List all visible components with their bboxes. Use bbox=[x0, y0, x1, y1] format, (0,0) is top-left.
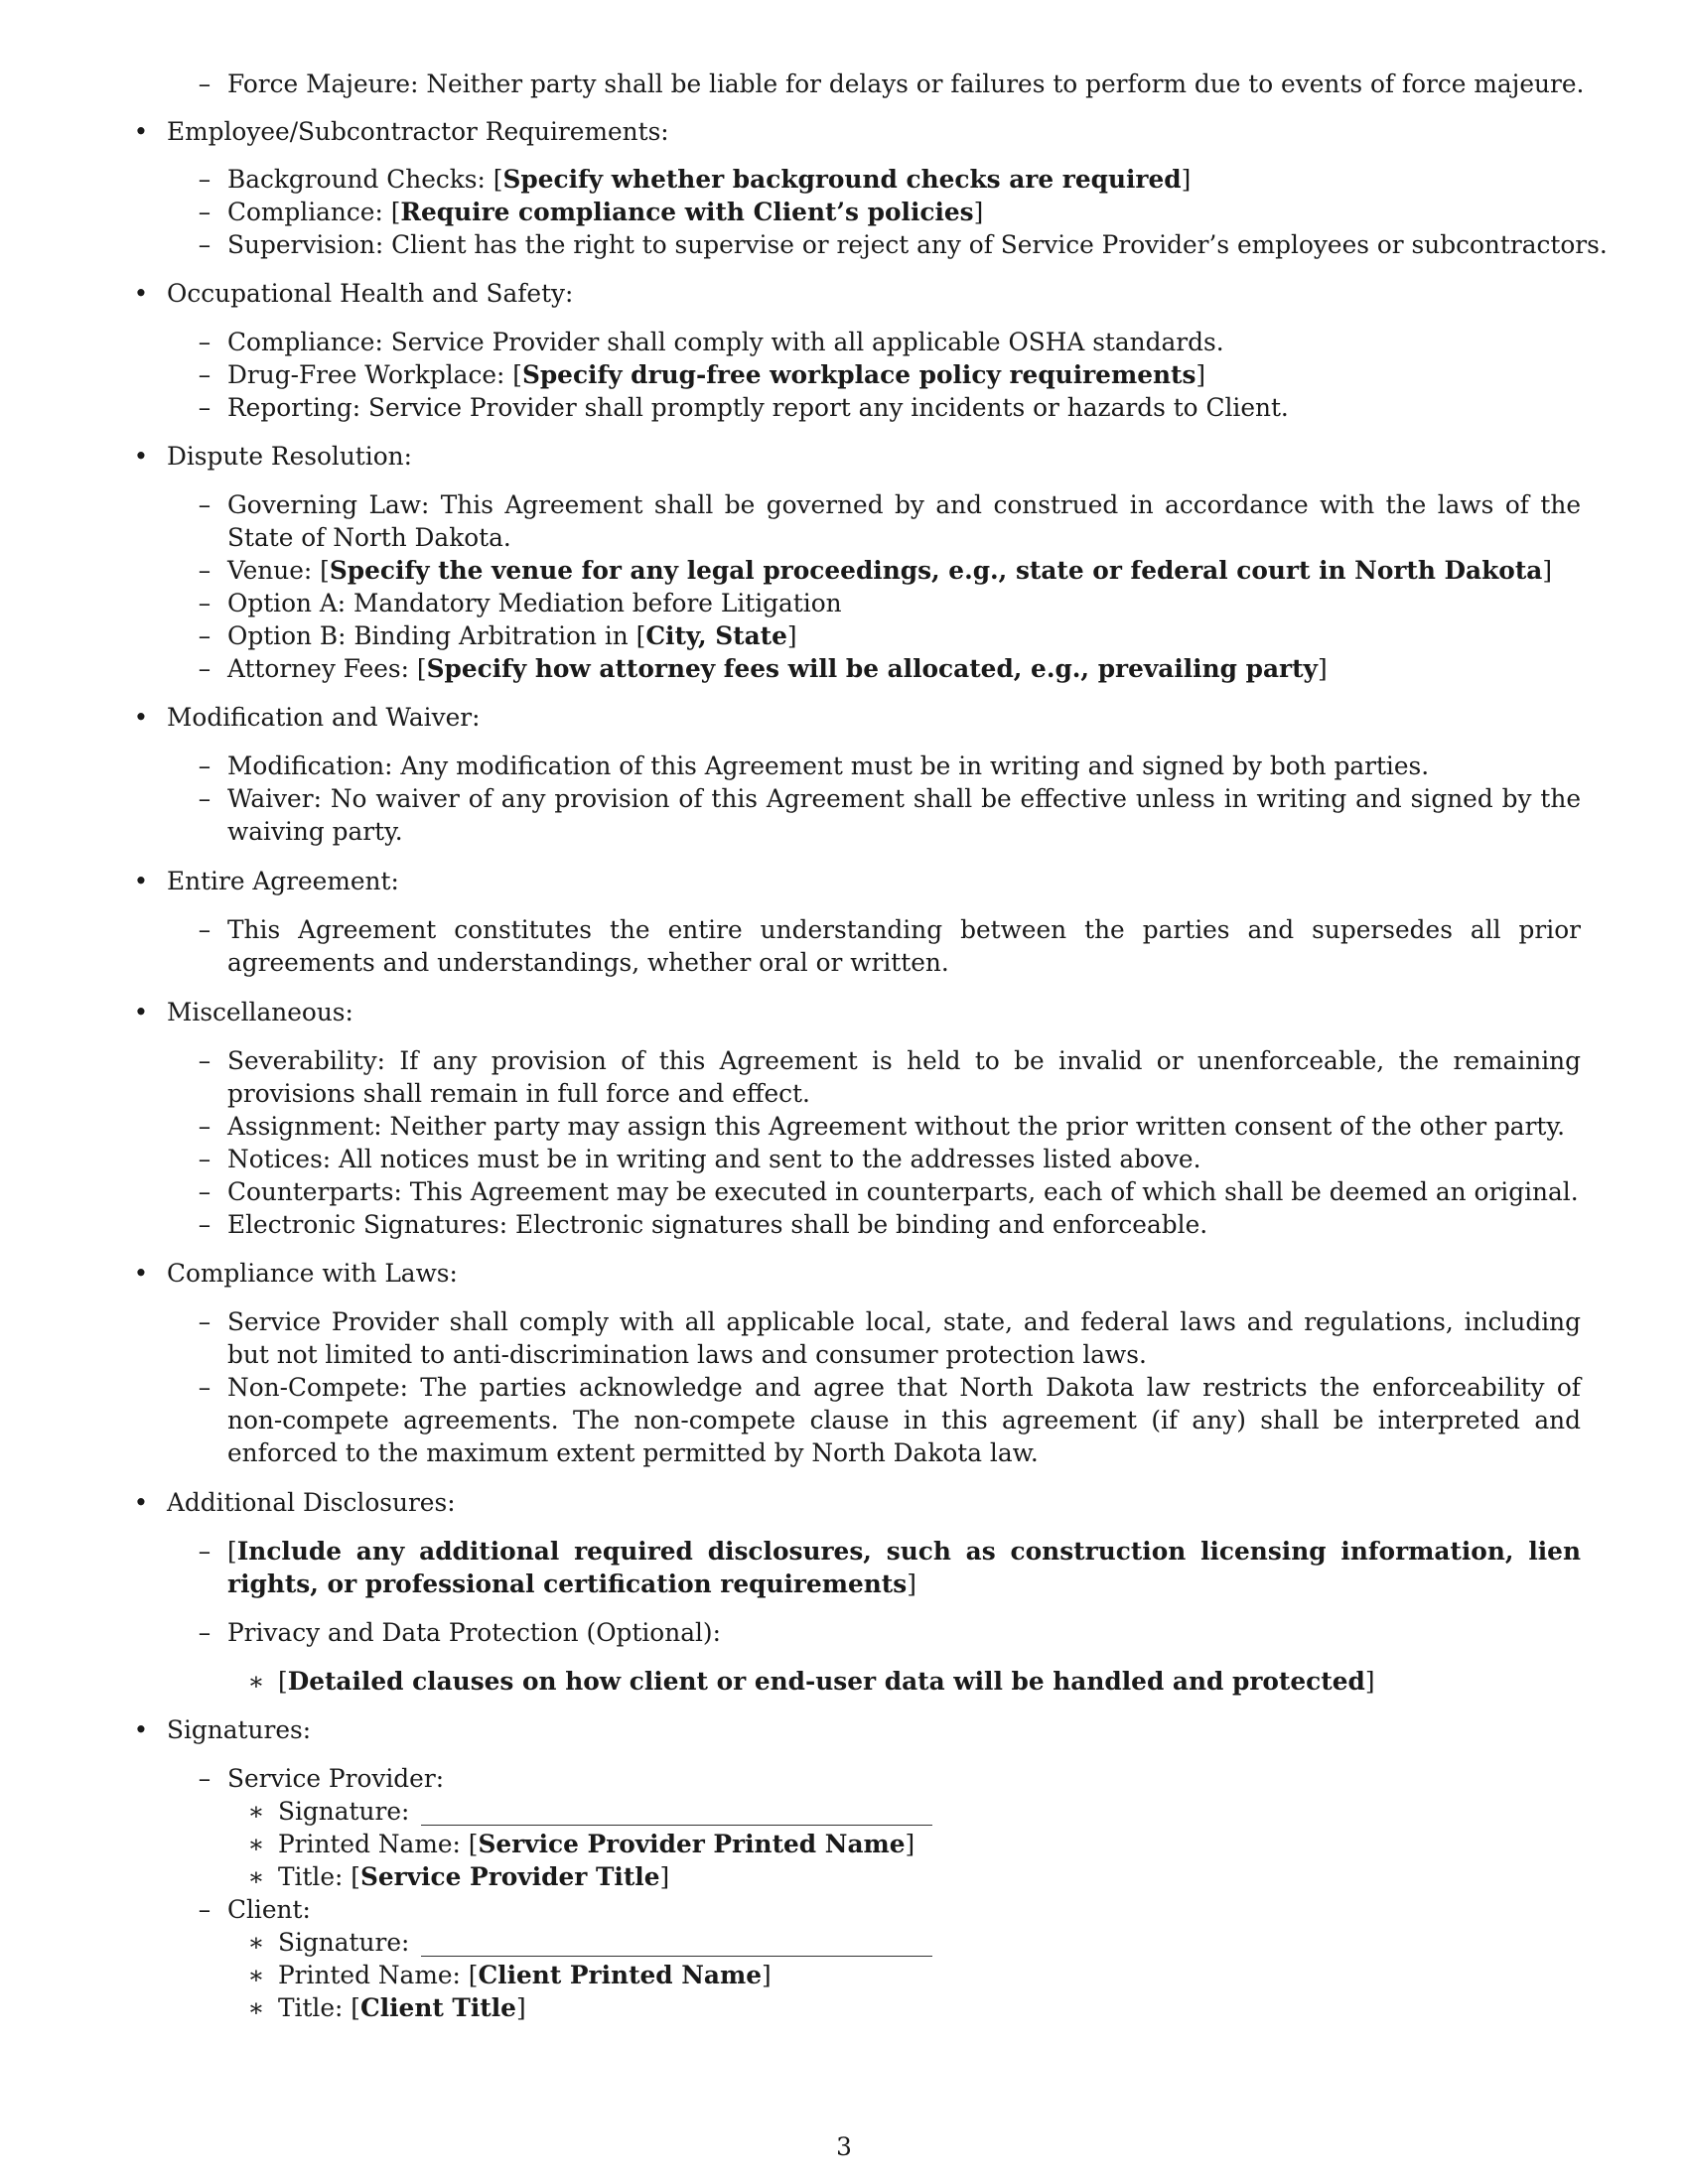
dash-bullet: – bbox=[198, 1537, 211, 1566]
non-compete-text: Non-Compete: The parties acknowledge and agree that North Dakota law restricts the enforceability of non-compete agreements. The non-compete clause in this agreement (if any) shall be interpreted and enforced to the maximum extent permitted by North Dakota law. bbox=[227, 1373, 1581, 1467]
dash-bullet: – bbox=[198, 1764, 211, 1793]
provider-title-field[interactable]: Service Provider Title bbox=[359, 1862, 660, 1891]
client-signature-line[interactable] bbox=[421, 1956, 932, 1957]
governing-law-text: Governing Law: This Agreement shall be governed by and construed in accordance with the laws of the State of North Dakota. bbox=[227, 490, 1581, 552]
section-heading: Occupational Health and Safety: bbox=[167, 279, 574, 308]
section-heading: Employee/Subcontractor Requirements: bbox=[167, 117, 669, 146]
client-printed-name-field[interactable]: Client Printed Name bbox=[478, 1961, 763, 1989]
option-a-text: Option A: Mandatory Mediation before Litigation bbox=[227, 589, 842, 617]
client-title-field[interactable]: Client Title bbox=[359, 1993, 516, 2022]
compliance-field[interactable]: Require compliance with Client’s policies bbox=[400, 198, 974, 226]
asterisk-bullet: ∗ bbox=[247, 1862, 265, 1891]
asterisk-bullet: ∗ bbox=[247, 1667, 265, 1696]
dash-bullet: – bbox=[198, 1112, 211, 1141]
attorney-fees-label: Attorney Fees: bbox=[227, 654, 417, 683]
bullet-dot: • bbox=[133, 1488, 149, 1517]
section-heading: Miscellaneous: bbox=[167, 998, 353, 1026]
section-heading: Signatures: bbox=[167, 1715, 312, 1744]
dash-bullet: – bbox=[198, 1373, 211, 1402]
dash-bullet: – bbox=[198, 556, 211, 585]
asterisk-bullet: ∗ bbox=[247, 1830, 265, 1858]
signature-label: Signature: bbox=[278, 1797, 410, 1826]
asterisk-bullet: ∗ bbox=[247, 1961, 265, 1989]
force-majeure-text: Force Majeure: Neither party shall be liable for delays or failures to perform due to events of force majeure. bbox=[227, 69, 1585, 98]
provider-signature-line[interactable] bbox=[421, 1825, 932, 1826]
dash-bullet: – bbox=[198, 69, 211, 98]
venue-label: Venue: bbox=[227, 556, 321, 585]
background-checks-field[interactable]: Specify whether background checks are required bbox=[502, 165, 1182, 194]
asterisk-bullet: ∗ bbox=[247, 1993, 265, 2022]
dash-bullet: – bbox=[198, 198, 211, 226]
asterisk-bullet: ∗ bbox=[247, 1797, 265, 1826]
printed-name-label: Printed Name: bbox=[278, 1830, 469, 1858]
signature-label: Signature: bbox=[278, 1928, 410, 1957]
printed-name-label: Printed Name: bbox=[278, 1961, 469, 1989]
waiver-text: Waiver: No waiver of any provision of this Agreement shall be effective unless in writing and signed by the waiving party. bbox=[227, 784, 1581, 846]
dash-bullet: – bbox=[198, 784, 211, 813]
privacy-heading: Privacy and Data Protection (Optional): bbox=[227, 1618, 721, 1647]
option-b-label: Option B: Binding Arbitration in bbox=[227, 621, 636, 650]
bullet-dot: • bbox=[133, 1259, 149, 1288]
drug-free-field[interactable]: Specify drug-free workplace policy requirements bbox=[521, 360, 1196, 389]
disclosures-field[interactable]: Include any additional required disclosures, such as construction licensing information, lien rights, or professional certification requirements bbox=[227, 1537, 1581, 1598]
bullet-dot: • bbox=[133, 998, 149, 1026]
dash-bullet: – bbox=[198, 589, 211, 617]
electronic-signatures-text: Electronic Signatures: Electronic signatures shall be binding and enforceable. bbox=[227, 1210, 1208, 1239]
section-heading: Dispute Resolution: bbox=[167, 442, 412, 471]
counterparts-text: Counterparts: This Agreement may be executed in counterparts, each of which shall be deemed an original. bbox=[227, 1177, 1579, 1206]
venue-field[interactable]: Specify the venue for any legal proceedings, e.g., state or federal court in North Dakota bbox=[329, 556, 1543, 585]
dash-bullet: – bbox=[198, 1177, 211, 1206]
osha-compliance-text: Compliance: Service Provider shall comply with all applicable OSHA standards. bbox=[227, 328, 1224, 356]
section-heading: Compliance with Laws: bbox=[167, 1259, 458, 1288]
section-heading: Additional Disclosures: bbox=[167, 1488, 456, 1517]
title-label: Title: bbox=[278, 1993, 352, 2022]
modification-text: Modification: Any modification of this Agreement must be in writing and signed by both parties. bbox=[227, 751, 1430, 780]
dash-bullet: – bbox=[198, 654, 211, 683]
option-b-field[interactable]: City, State bbox=[645, 621, 787, 650]
notices-text: Notices: All notices must be in writing and sent to the addresses listed above. bbox=[227, 1145, 1201, 1173]
comply-laws-text: Service Provider shall comply with all applicable local, state, and federal laws and regulations, including but not limited to anti-discrimination laws and consumer protection laws. bbox=[227, 1307, 1581, 1369]
dash-bullet: – bbox=[198, 328, 211, 356]
background-checks-label: Background Checks: bbox=[227, 165, 493, 194]
assignment-text: Assignment: Neither party may assign this Agreement without the prior written consent of the other party. bbox=[227, 1112, 1565, 1141]
title-label: Title: bbox=[278, 1862, 352, 1891]
dash-bullet: – bbox=[198, 1307, 211, 1336]
supervision-text: Supervision: Client has the right to supervise or reject any of Service Provider’s employees or subcontractors. bbox=[227, 230, 1608, 259]
attorney-fees-field[interactable]: Specify how attorney fees will be allocated, e.g., prevailing party bbox=[426, 654, 1318, 683]
dash-bullet: – bbox=[198, 393, 211, 422]
entire-agreement-text: This Agreement constitutes the entire understanding between the parties and supersedes all prior agreements and understandings, whether oral or written. bbox=[227, 915, 1581, 977]
dash-bullet: – bbox=[198, 751, 211, 780]
dash-bullet: – bbox=[198, 1210, 211, 1239]
bullet-dot: • bbox=[133, 703, 149, 732]
compliance-label: Compliance: bbox=[227, 198, 391, 226]
bullet-dot: • bbox=[133, 117, 149, 146]
bullet-dot: • bbox=[133, 867, 149, 895]
reporting-text: Reporting: Service Provider shall promptly report any incidents or hazards to Client. bbox=[227, 393, 1289, 422]
privacy-field[interactable]: Detailed clauses on how client or end-user data will be handled and protected bbox=[287, 1667, 1365, 1696]
dash-bullet: – bbox=[198, 1618, 211, 1647]
bullet-dot: • bbox=[133, 279, 149, 308]
page-number: 3 bbox=[836, 2132, 852, 2161]
section-heading: Entire Agreement: bbox=[167, 867, 399, 895]
severability-text: Severability: If any provision of this Agreement is held to be invalid or unenforceable, the remaining provisions shall remain in full force and effect. bbox=[227, 1046, 1581, 1108]
dash-bullet: – bbox=[198, 360, 211, 389]
dash-bullet: – bbox=[198, 1895, 211, 1924]
section-heading: Modification and Waiver: bbox=[167, 703, 481, 732]
dash-bullet: – bbox=[198, 621, 211, 650]
provider-printed-name-field[interactable]: Service Provider Printed Name bbox=[478, 1830, 906, 1858]
document-page: – Force Majeure: Neither party shall be liable for delays or failures to perform due to events of force majeure. • Employee/Subcontractor Requirements: – Background Checks: [Specify whether background checks are required] – Compliance: [Require compliance with Client’s policies] – Supervision: Client has the right to supervise or reject any of Service Provider’s employees or subcontractors. • Occupational Health and Safety: – Compliance: Service Provider shall comply with all applicable OSHA standards. – Drug-Free Workplace: [Specify drug-free workplace policy requirements] – Reporting: Service Provider shall promptly report any incidents or hazards to Client. • Dispute Resolution: – Governing Law: This Agreement shall be governed by and construed in accordance with the laws of the State of North Dakota. – Venue: [Specify the venue for any legal proceedings, e.g., state or federal court in North Dakota] – Option A: Mandatory Mediation before Litigation – Option B: Binding Arbitration in [City, State] – Attorney Fees: [Specify how attorney fees will be allocated, e.g., prevailing party] • Modification and Waiver: – Modification: Any modification of this Agreement must be in writing and signed by both parties. – Waiver: No waiver of any provision of this Agreement shall be effective unless in writing and signed by the waiving party. • Entire Agreement: – This Agreement constitutes the entire understanding between the parties and supersedes all prior agreements and understandings, whether oral or written. • Miscellaneous: – Severability: If any provision of this Agreement is held to be invalid or unenforceable, the remaining provisions shall remain in full force and effect. – Assignment: Neither party may assign this Agreement without the prior written consent of the other party. – Notices: All notices must be in writing and sent to the addresses listed above. – Counterparts: This Agreement may be executed in counterparts, each of which shall be deemed an original. – Electronic Signatures: Electronic signatures shall be binding and enforceable. • Compliance with Laws: – Service Provider shall comply with all applicable local, state, and federal laws and regulations, including but not limited to anti-discrimination laws and consumer protection laws. – Non-Compete: The parties acknowledge and agree that North Dakota law restricts the enforceability of non-compete agreements. The non-compete clause in this agreement (if any) shall be interpreted and enforced to the maximum extent permitted by North Dakota law. • Additional Disclosures: – [Include any additional required disclosures, such as construction licensing information, lien rights, or professional certification requirements] – Privacy and Data Protection (Optional): ∗ [Detailed clauses on how client or end-user data will be handled and protected] • Signatures: – Service Provider: ∗ Signature: ∗ Printed Name: [Service Provider Printed Name] ∗ Title: [Service Provider Title] – Client: ∗ Signature: ∗ Printed Name: [Client Printed Name] ∗ Title: [Client Title] 3 bbox=[0, 0, 1688, 2184]
dash-bullet: – bbox=[198, 915, 211, 944]
bullet-dot: • bbox=[133, 1715, 149, 1744]
drug-free-label: Drug-Free Workplace: bbox=[227, 360, 513, 389]
dash-bullet: – bbox=[198, 1145, 211, 1173]
dash-bullet: – bbox=[198, 490, 211, 519]
service-provider-heading: Service Provider: bbox=[227, 1764, 445, 1793]
dash-bullet: – bbox=[198, 165, 211, 194]
asterisk-bullet: ∗ bbox=[247, 1928, 265, 1957]
client-heading: Client: bbox=[227, 1895, 311, 1924]
dash-bullet: – bbox=[198, 230, 211, 259]
dash-bullet: – bbox=[198, 1046, 211, 1075]
bullet-dot: • bbox=[133, 442, 149, 471]
